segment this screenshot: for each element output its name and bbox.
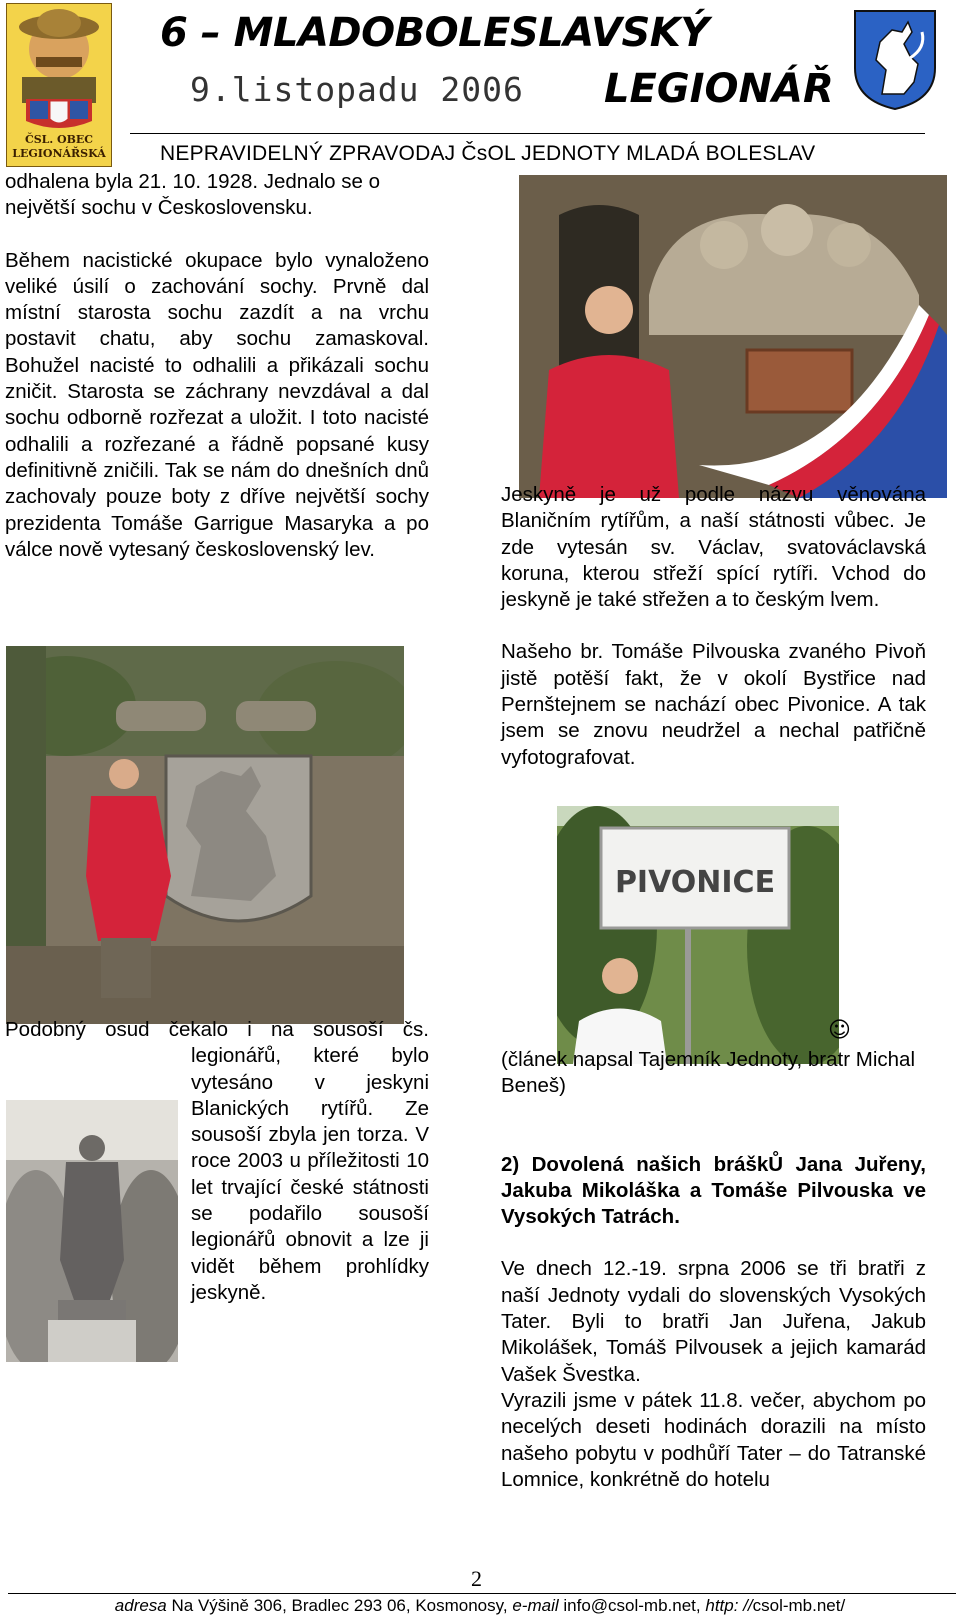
trip-paragraph-2: Vyrazili jsme v pátek 11.8. večer, abychom po necelých deseti hodinách dorazili na místo našeho pobytu v podhůří Tater – do Tatranské Lomnice, konkrétně do hotelu xyxy=(501,1388,926,1491)
header-subtitle: NEPRAVIDELNÝ ZPRAVODAJ ČsOL JEDNOTY MLADÁ BOLESLAV xyxy=(160,142,816,165)
section-heading: 2) Dovolená našich bráškŮ Jana Juřeny, Jakuba Mikoláška a Tomáše Pilvouska ve Vysokých Tatrách. xyxy=(501,1152,926,1229)
address-text: Na Výšině 306, Bradlec 293 06, Kosmonosy, xyxy=(171,1596,508,1615)
blanik-cave-photo xyxy=(519,175,947,498)
legionnaire-statue-photo xyxy=(6,1100,178,1362)
trip-paragraph: Ve dnech 12.-19. srpna 2006 se tři bratři z naší Jednoty vydali do slovenských Vysokých Tater. Byli to bratři Jan Juřena, Jakub Mikolášek, Tomáš Pilvousek a jejich kamarád Vašek Švestka. xyxy=(501,1257,926,1386)
email-label: e-mail xyxy=(512,1596,559,1615)
article-credit: (článek napsal Tajemník Jednoty, bratr Michal Beneš) xyxy=(501,1048,915,1098)
cave-paragraph: Jeskyně je už podle názvu věnována Blaničním rytířům, a naší státnosti vůbec. Je zde vytesán sv. Václav, svatováclavská koruna, kterou střeží spící rytíři. Vchod do jeskyně je také střežen a to českým lvem. xyxy=(501,483,926,612)
address-label: adresa xyxy=(114,1596,167,1615)
header-legionar: LEGIONÁŘ xyxy=(604,66,834,112)
website-link[interactable]: csol-mb.net/ xyxy=(752,1596,846,1615)
smiley-icon: ☺ xyxy=(828,1018,851,1043)
legion-logo xyxy=(6,3,112,167)
intro-line-1: odhalena byla 21. 10. 1928. Jednalo se o xyxy=(5,170,380,193)
intro-line-2: největší sochu v Československu. xyxy=(5,196,313,220)
right-text-top xyxy=(501,482,926,771)
header-date: 9.listopadu 2006 xyxy=(190,70,524,109)
pivonice-paragraph: Našeho br. Tomáše Pilvouska zvaného Pivoň jistě potěší fakt, že v okolí Bystřice nad Pernštejnem se nachází obec Pivonice. A tak jsem se znovu neudržel a nechal patřičně vyfotografovat. xyxy=(501,640,926,769)
sign-text: PIVONICE xyxy=(614,865,776,900)
email-link[interactable]: info@csol-mb.net, xyxy=(563,1596,701,1615)
header-title: 6 – MLADOBOLESLAVSKÝ xyxy=(160,10,709,56)
sousosi-line-1: Podobný osud čekalo i na sousoší čs. xyxy=(5,1018,429,1041)
sousosi-paragraph: legionářů, které bylo vytesáno v jeskyni Blanických rytířů. Ze sousoší zbyla jen torza. V roce 2003 u příležitosti 10 let trvající české státnosti se podařilo sousoší legionářů obnovit a lze ji vidět během prohlídky jeskyně. xyxy=(191,1044,429,1304)
pivonice-sign-photo xyxy=(557,806,839,1064)
page-number: 2 xyxy=(471,1566,482,1591)
footer-address xyxy=(0,1596,960,1616)
header-rule xyxy=(130,133,925,134)
city-crest xyxy=(852,8,938,112)
http-label: http: // xyxy=(705,1596,753,1615)
occupation-paragraph: Během nacistické okupace bylo vynaloženo veliké úsilí o zachování sochy. Prvně dal místní starosta sochu zazdít a na vrchu postavit chatu, aby sochu zamaskoval. Bohužel nacisté to odhalili a přikázali sochu zničit. Starosta se záchrany nevzdával a dal sochu odborně rozřezat a uložit. I toto nacisté odhalili a rozřezané a řádně popsané kusy definitivně zničili. Tak se nám do dnešních dnů zachovaly pouze boty z dříve největší sochy prezidenta Tomáše Garrigue Masaryka a po válce nově vytesaný československý lev. xyxy=(5,248,429,561)
left-text-top xyxy=(5,169,429,563)
lion-relief-photo xyxy=(6,646,404,1024)
logo-text: ČSL. OBEC LEGIONÁŘSKÁ xyxy=(12,133,106,160)
right-text-bottom xyxy=(501,1047,926,1493)
footer-rule xyxy=(8,1593,956,1594)
